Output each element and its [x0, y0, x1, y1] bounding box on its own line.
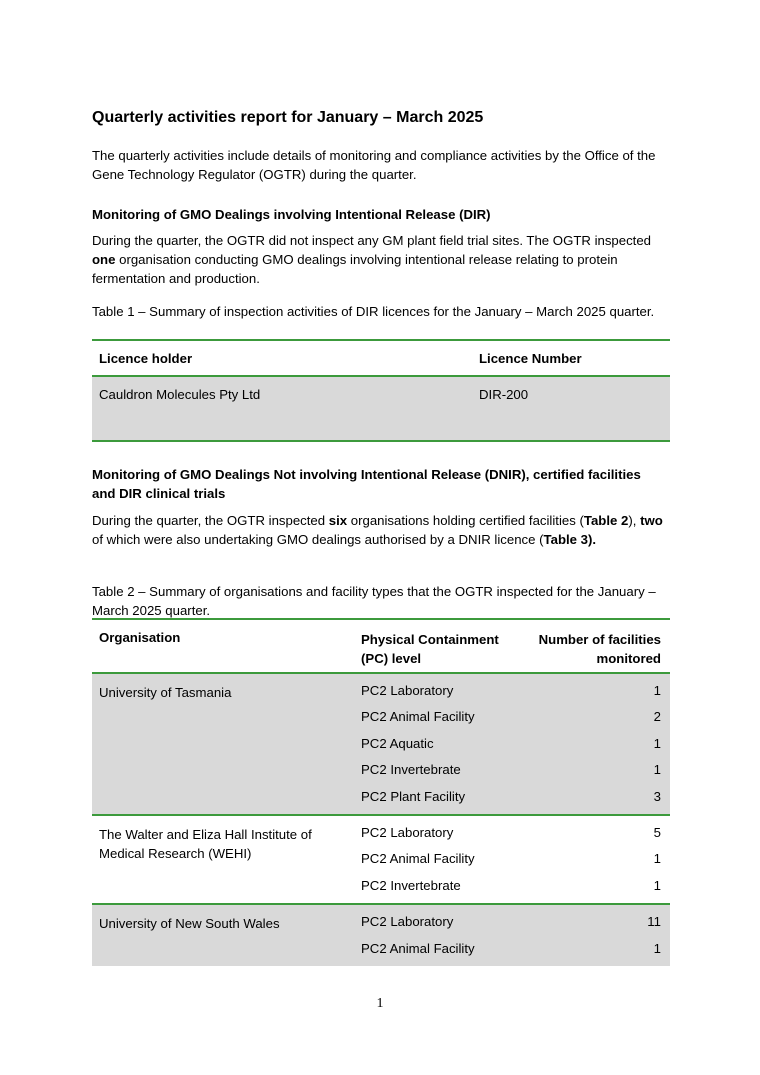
dir-paragraph-text-1: During the quarter, the OGTR did not inspect any GM plant field trial sites. The OGTR inspected [92, 233, 652, 248]
facility-count-cell: 1 [653, 762, 661, 778]
report-title: Quarterly activities report for January – March 2025 [92, 109, 484, 126]
page-number: 1 [376, 996, 384, 1011]
dnir-text-1: During the quarter, the OGTR inspected [92, 513, 329, 528]
table2-caption: Table 2 – Summary of organisations and facility types that the OGTR inspected for the January – March 2025 quarter. [92, 584, 656, 618]
table2-header-pc-level: Physical Containment (PC) level [361, 632, 499, 666]
dnir-bold-2: Table 2 [583, 513, 629, 528]
facility-count-cell: 2 [653, 709, 661, 725]
dnir-heading: Monitoring of GMO Dealings Not involving Intentional Release (DNIR), certified facilities and DIR clinical trials [92, 467, 641, 501]
table-row-group [92, 674, 670, 814]
pc-level-cell: PC2 Invertebrate [361, 877, 461, 893]
table1 [92, 339, 670, 442]
facility-count-cell: 11 [647, 914, 661, 930]
table2 [92, 618, 670, 966]
table2-header-facility-count: Number of facilities monitored [538, 632, 661, 666]
table2-header-row [92, 620, 670, 672]
facility-count-cell: 5 [653, 825, 661, 840]
facility-count-cell: 1 [653, 851, 661, 867]
pc-level-cell: PC2 Animal Facility [361, 851, 475, 867]
dnir-text-3: ), [628, 513, 641, 528]
dir-heading: Monitoring of GMO Dealings involving Intentional Release (DIR) [92, 207, 491, 222]
pc-level-cell: PC2 Plant Facility [361, 788, 466, 804]
dnir-text-2: organisations holding certified facilities ( [347, 513, 584, 528]
facility-count-cell: 3 [653, 788, 661, 804]
table1-cell-licence-holder: Cauldron Molecules Pty Ltd [99, 387, 261, 402]
table1-cell-licence-number: DIR-200 [479, 387, 529, 402]
pc-level-cell: PC2 Animal Facility [361, 940, 475, 956]
table2-body [92, 672, 670, 966]
table-row [92, 377, 670, 440]
table1-header-licence-number: Licence Number [479, 351, 582, 366]
dir-paragraph-text-2: organisation conducting GMO dealings involving intentional release relating to protein fermentation and production. [92, 252, 618, 286]
facility-count-cell: 1 [653, 683, 661, 698]
dnir-bold-3: two [640, 513, 663, 528]
dnir-bold-1: six [328, 513, 348, 528]
facility-count-cell: 1 [653, 940, 661, 956]
dnir-bold-4: Table 3). [543, 532, 597, 547]
facility-count-cell: 1 [653, 735, 661, 751]
dnir-text-4: of which were also undertaking GMO dealings authorised by a DNIR licence ( [92, 532, 544, 547]
dnir-paragraph [92, 511, 667, 549]
dir-paragraph-bold: one [92, 252, 116, 267]
organisation-name: The Walter and Eliza Hall Institute of Medical Research (WEHI) [99, 827, 312, 861]
table1-header-row [92, 341, 670, 375]
organisation-name: University of New South Wales [99, 916, 280, 932]
dir-paragraph [92, 231, 667, 288]
pc-level-cell: PC2 Invertebrate [361, 762, 461, 778]
pc-level-cell: PC2 Laboratory [361, 914, 454, 930]
table1-caption: Table 1 – Summary of inspection activities of DIR licences for the January – March 2025 quarter. [92, 304, 655, 319]
pc-level-cell: PC2 Animal Facility [361, 709, 475, 725]
table-row-group [92, 905, 670, 966]
table1-header-licence-holder: Licence holder [99, 351, 193, 366]
table-row-group [92, 816, 670, 903]
pc-level-cell: PC2 Aquatic [361, 735, 434, 751]
pc-level-cell: PC2 Laboratory [361, 825, 454, 840]
organisation-name: University of Tasmania [99, 685, 232, 700]
intro-paragraph: The quarterly activities include details of monitoring and compliance activities by the Office of the Gene Technology Regulator (OGTR) during the quarter. [92, 148, 656, 182]
facility-count-cell: 1 [653, 877, 661, 893]
pc-level-cell: PC2 Laboratory [361, 683, 454, 698]
table2-header-organisation: Organisation [99, 630, 181, 645]
